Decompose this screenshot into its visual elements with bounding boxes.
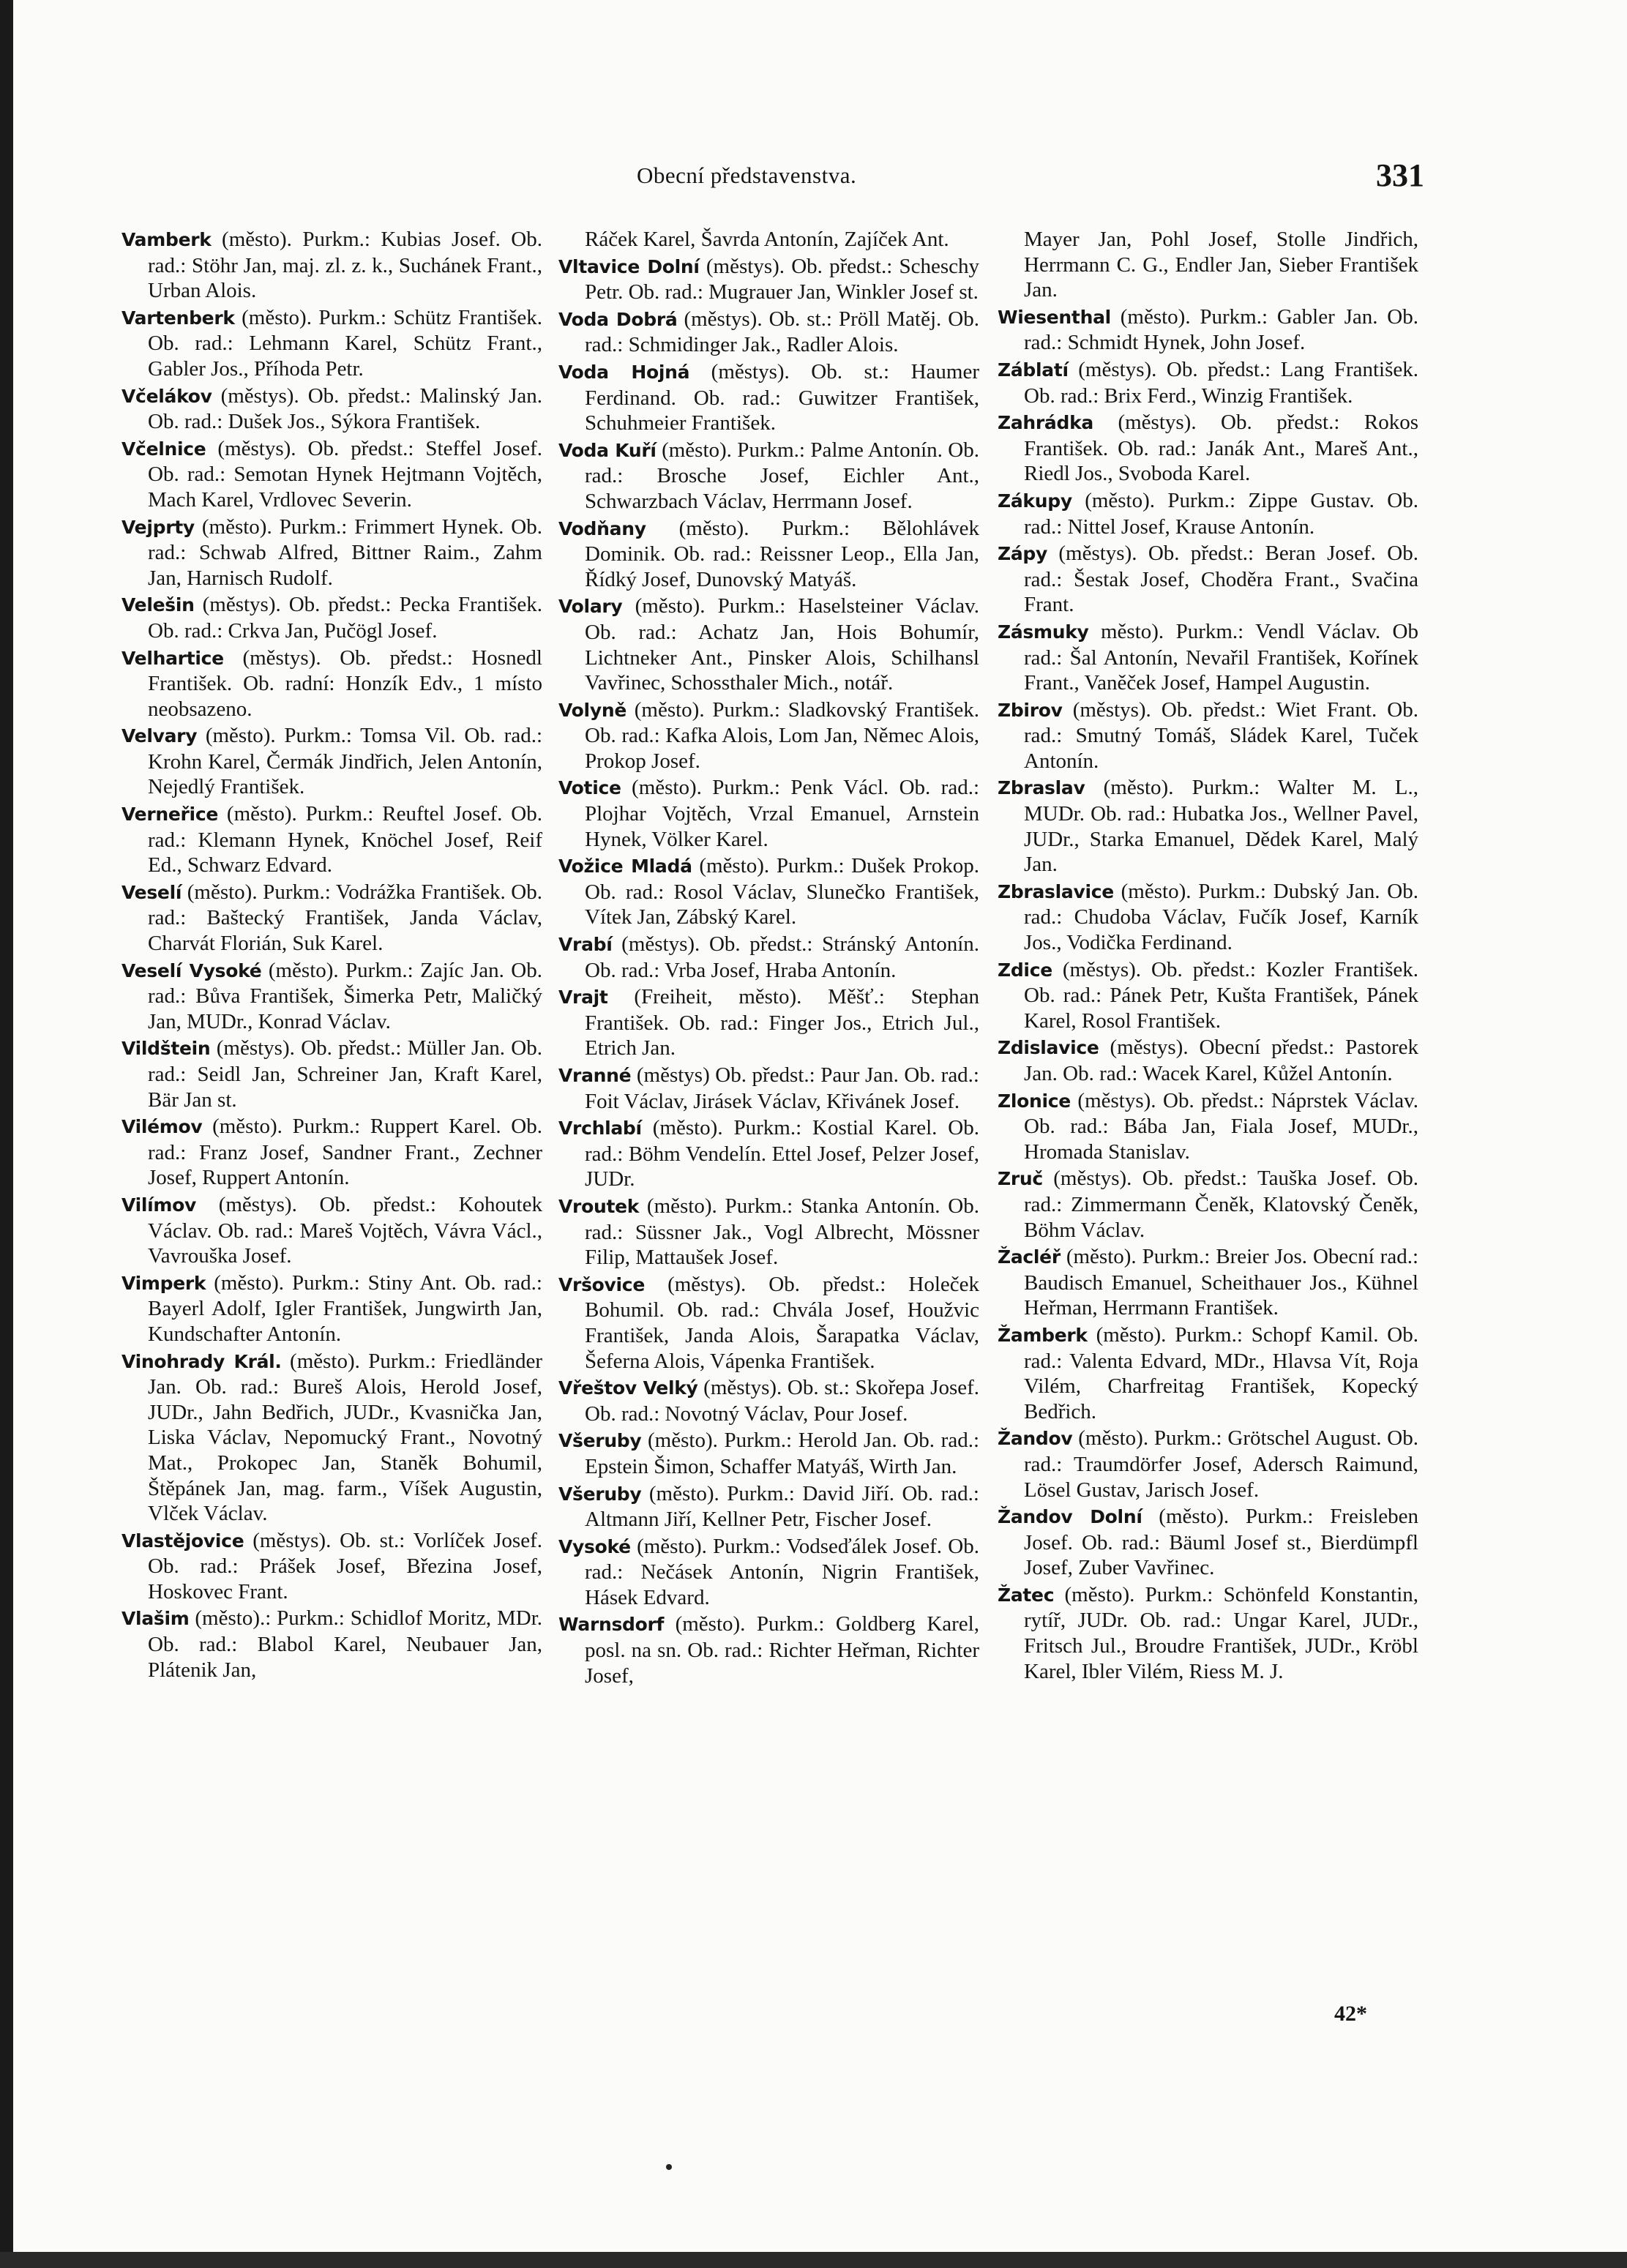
entry-text: (město). Purkm.: Friedländer Jan. Ob. rad.: Bureš Alois, Herold Josef, JUDr., Jahn Bedřich, JUDr., Kvasnička Jan, Liska Václav, Nepomucký Frant., Novotný Mat., Prokopec Jan, Staněk Bohumil, Štěpánek Jan, mag. farm., Víšek Augustin, Vlček Václav. — [148, 1349, 542, 1526]
directory-entry — [558, 1194, 979, 1270]
entry-text: (město). Purkm.: Sladkovský František. Ob. rad.: Kafka Alois, Lom Jan, Němec Alois, Prokop Josef. — [585, 697, 979, 773]
entry-text: (město). Purkm.: Tomsa Vil. Ob. rad.: Krohn Karel, Čermák Jindřich, Jelen Antonín, Nejedlý František. — [148, 724, 542, 799]
municipality-name: Volary — [558, 596, 623, 618]
municipality-name: Voda Kuří — [558, 439, 657, 461]
municipality-name: Žandov Dolní — [998, 1506, 1142, 1528]
municipality-name: Žandov — [998, 1428, 1073, 1450]
municipality-name: Veselí — [121, 881, 182, 903]
directory-entry — [121, 227, 542, 304]
entry-text: (město). Purkm.: Frimmert Hynek. Ob. rad.: Schwab Alfred, Bittner Raim., Zahm Jan, Harnisch Rudolf. — [148, 514, 542, 590]
directory-entry — [998, 957, 1418, 1034]
entry-text: (město). Purkm.: Reuftel Josef. Ob. rad.: Klemann Hynek, Knöchel Josef, Reif Ed., Schwarz Edvard. — [148, 802, 542, 877]
municipality-name: Vršovice — [558, 1273, 645, 1295]
entry-text: (město). Purkm.: David Jiří. Ob. rad.: Altmann Jiří, Kellner Petr, Fischer Josef. — [585, 1481, 979, 1532]
directory-entry — [558, 1063, 979, 1114]
municipality-name: Vranné — [558, 1065, 632, 1086]
entry-text: (městys). Ob. předst.: Holeček Bohumil. Ob. rad.: Chvála Josef, Houžvic František, Janda Alois, Šarapatka Václav, Šeferna Alois, Vápenka František. — [585, 1272, 979, 1373]
entry-text: (Freiheit, město). Měšť.: Stephan František. Ob. rad.: Finger Jos., Etrich Jul., Etrich Jan. — [585, 985, 979, 1060]
municipality-name: Žacléř — [998, 1246, 1061, 1268]
directory-entry — [558, 1612, 979, 1688]
municipality-name: Žamberk — [998, 1324, 1088, 1346]
entry-text: (město). Purkm.: Gabler Jan. Ob. rad.: Schmidt Hynek, John Josef. — [1024, 304, 1418, 355]
municipality-name: Vrajt — [558, 987, 608, 1008]
directory-column-1 — [121, 227, 542, 1684]
municipality-name: Zásmuky — [998, 621, 1089, 643]
municipality-name: Vamberk — [121, 229, 212, 250]
directory-entry — [558, 984, 979, 1061]
directory-entry — [558, 1115, 979, 1192]
municipality-name: Zákupy — [998, 490, 1072, 512]
entry-text: (městys). Ob. předst.: Malinský Jan. Ob. rad.: Dušek Jos., Sýkora František. — [148, 383, 542, 434]
directory-entry — [558, 594, 979, 695]
directory-entry — [998, 1035, 1418, 1086]
municipality-name: Vilémov — [121, 1116, 203, 1138]
entry-text: (městys). Ob. předst.: Tauška Josef. Ob. rad.: Zimmermann Čeněk, Klatovský Čeněk, Böhm Václav. — [1024, 1167, 1418, 1242]
directory-entry — [558, 1428, 979, 1479]
entry-text: (město). Purkm.: Vodrážka František. Ob. rad.: Baštecký František, Janda Václav, Charvát Florián, Suk Karel. — [148, 880, 542, 956]
directory-entry — [121, 801, 542, 878]
entry-text: (městys). Obecní předst.: Pastorek Jan. Ob. rad.: Wacek Karel, Kůžel Antonín. — [1024, 1036, 1418, 1085]
directory-entry — [558, 254, 979, 305]
entry-text: (město).: Purkm.: Schidlof Moritz, MDr. Ob. rad.: Blabol Karel, Neubauer Jan, Plátenik Jan, — [148, 1606, 542, 1682]
municipality-name: Zahrádka — [998, 412, 1093, 434]
entry-text: (město). Purkm.: Schönfeld Konstantin, rytíř, JUDr. Ob. rad.: Ungar Karel, JUDr., Fritsch Jul., Broudre František, JUDr., Kröbl Karel, Ibler Vilém, Riess M. J. — [1024, 1582, 1418, 1683]
entry-text: (městys). Ob. st.: Pröll Matěj. Ob. rad.: Schmidinger Jak., Radler Alois. — [585, 307, 979, 357]
municipality-name: Vysoké — [558, 1535, 631, 1557]
printer-signature-mark: 42* — [1334, 2002, 1367, 2026]
directory-entry — [121, 305, 542, 382]
entry-text: (město). Purkm.: Freisleben Josef. Ob. rad.: Bäuml Josef st., Bierdümpfl Josef, Zuber Vavřinec. — [1024, 1505, 1418, 1580]
municipality-name: Vřeštov Velký — [558, 1377, 698, 1399]
municipality-name: Žatec — [998, 1584, 1055, 1606]
entry-text: (město). Purkm.: Walter M. L., MUDr. Ob. rad.: Hubatka Jos., Wellner Pavel, JUDr., Starka Emanuel, Dědek Karel, Malý Jan. — [1024, 776, 1418, 877]
directory-entry — [121, 514, 542, 591]
directory-entry — [998, 541, 1418, 618]
directory-entry — [998, 304, 1418, 356]
municipality-name: Vožice Mladá — [558, 856, 692, 877]
entry-text: (městys). Ob. st.: Vorlíček Josef. Ob. rad.: Prášek Josef, Březina Josef, Hoskovec Frant. — [148, 1528, 542, 1603]
directory-entry — [121, 723, 542, 800]
entry-text: (město). Purkm.: Goldberg Karel, posl. na sn. Ob. rad.: Richter Heřman, Richter Josef, — [585, 1612, 979, 1688]
entry-text: město). Purkm.: Vendl Václav. Ob rad.: Šal Antonín, Nevařil František, Kořínek Frant., Vaněček Josef, Hampel Augustin. — [1024, 619, 1418, 695]
entry-text: (město). Purkm.: Breier Jos. Obecní rad.: Baudisch Emanuel, Scheithauer Jos., Kühnel Heřman, Herrmann František. — [1024, 1245, 1418, 1320]
directory-entry — [121, 880, 542, 957]
entry-text: (město). Purkm.: Dubský Jan. Ob. rad.: Chudoba Václav, Fučík Josef, Karník Jos., Vodička Ferdinand. — [1024, 879, 1418, 955]
directory-entry — [558, 516, 979, 593]
entry-text: (městys). Ob. předst.: Steffel Josef. Ob. rad.: Semotan Hynek Hejtmann Vojtěch, Mach Karel, Vrdlovec Severin. — [148, 436, 542, 512]
municipality-name: Veselí Vysoké — [121, 959, 262, 981]
municipality-name: Zlonice — [998, 1090, 1071, 1112]
directory-entry — [998, 1088, 1418, 1165]
municipality-name: Vroutek — [558, 1195, 640, 1217]
scan-edge-left — [0, 0, 13, 2268]
entry-text: (městys). Ob. předst.: Beran Josef. Ob. rad.: Šestak Josef, Choděra Frant., Svačina Frant. — [1024, 542, 1418, 617]
directory-entry — [998, 697, 1418, 774]
municipality-name: Vltavice Dolní — [558, 255, 700, 277]
entry-text: Ráček Karel, Šavrda Antonín, Zajíček Ant. — [585, 228, 949, 251]
municipality-name: Velhartice — [121, 647, 224, 669]
municipality-name: Zruč — [998, 1168, 1043, 1190]
municipality-name: Vrchlabí — [558, 1118, 642, 1139]
directory-entry — [558, 227, 979, 252]
entry-text: (městys). Ob. předst.: Hosnedl František. Ob. radní: Honzík Edv., 1 místo neobsazeno. — [148, 645, 542, 721]
municipality-name: Záblatí — [998, 359, 1069, 381]
entry-text: (město). Purkm.: Bělohlávek Dominik. Ob. rad.: Reissner Leop., Ella Jan, Řídký Josef, Dunovský Matyáš. — [585, 516, 979, 591]
entry-text: (městys). Ob. předst.: Wiet Frant. Ob. rad.: Smutný Tomáš, Sládek Karel, Tuček Antonín. — [1024, 697, 1418, 773]
directory-entry — [121, 645, 542, 722]
municipality-name: Vrabí — [558, 934, 613, 956]
entry-text: (město). Purkm.: Palme Antonín. Ob. rad.: Brosche Josef, Eichler Ant., Schwarzbach Václav, Herrmann Josef. — [585, 438, 980, 513]
directory-entry — [998, 1582, 1418, 1684]
directory-entry — [998, 488, 1418, 539]
municipality-name: Zbirov — [998, 699, 1063, 721]
directory-entry — [558, 1534, 979, 1611]
directory-entry — [998, 1426, 1418, 1502]
entry-text: (město). Purkm.: Zajíc Jan. Ob. rad.: Bůva František, Šimerka Petr, Maličký Jan, MUDr., Konrad Václav. — [148, 958, 542, 1033]
entry-text: (město). Purkm.: Vodseďálek Josef. Ob. rad.: Nečásek Antonín, Nigrin František, Hásek Edvard. — [585, 1534, 979, 1609]
scan-edge-bottom — [0, 2252, 1627, 2268]
municipality-name: Wiesenthal — [998, 306, 1111, 328]
directory-entry — [121, 1528, 542, 1605]
municipality-name: Vilímov — [121, 1194, 197, 1216]
entry-text: (městys). Ob. předst.: Rokos František. Ob. rad.: Janák Ant., Mareš Ant., Riedl Jos., Svoboda Karel. — [1024, 411, 1418, 486]
directory-entry — [998, 879, 1418, 956]
directory-entry — [998, 1504, 1418, 1581]
entry-text: (městys). Ob. předst.: Lang František. Ob. rad.: Brix Ferd., Winzig František. — [1024, 357, 1418, 408]
running-title: Obecní představenstva. — [637, 162, 857, 188]
municipality-name: Všeruby — [558, 1430, 642, 1452]
municipality-name: Zdislavice — [998, 1037, 1099, 1059]
entry-text: (městys). Ob. st.: Haumer Ferdinand. Ob. rad.: Guwitzer František, Schuhmeier František. — [585, 359, 979, 435]
page-number: 331 — [1376, 157, 1424, 193]
entry-text: (městys). Ob. předst.: Müller Jan. Ob. rad.: Seidl Jan, Schreiner Jan, Kraft Karel, Bär Jan st. — [148, 1036, 542, 1112]
municipality-name: Zdice — [998, 959, 1052, 981]
municipality-name: Zbraslav — [998, 777, 1085, 799]
entry-text: (město). Purkm.: Dušek Prokop. Ob. rad.: Rosol Václav, Slunečko František, Vítek Jan, Zábský Karel. — [585, 854, 979, 929]
entry-text: (městys). Ob. předst.: Kozler František. Ob. rad.: Pánek Petr, Kušta František, Pánek Karel, Rosol František. — [1024, 957, 1418, 1033]
entry-text: (město). Purkm.: Stiny Ant. Ob. rad.: Bayerl Adolf, Igler František, Jungwirth Jan, Kundschafter Antonín. — [148, 1270, 542, 1346]
directory-entry — [998, 410, 1418, 487]
entry-text: (město). Purkm.: Grötschel August. Ob. rad.: Traumdörfer Josef, Adersch Raimund, Lösel Gustav, Jarisch Josef. — [1024, 1426, 1418, 1502]
directory-entry — [121, 1036, 542, 1112]
municipality-name: Vildštein — [121, 1038, 211, 1060]
municipality-name: Včelákov — [121, 385, 212, 407]
municipality-name: Vartenberk — [121, 307, 235, 329]
municipality-name: Voda Hojná — [558, 361, 690, 383]
directory-entry — [121, 1349, 542, 1527]
directory-entry — [998, 775, 1418, 877]
municipality-name: Včelnice — [121, 438, 206, 460]
directory-entry — [998, 619, 1418, 696]
directory-entry — [558, 438, 979, 514]
entry-text: (městys). Ob. předst.: Náprstek Václav. Ob. rad.: Bába Jan, Fiala Josef, MUDr., Hromada Stanislav. — [1024, 1088, 1418, 1164]
entry-text: (město). Purkm.: Schütz František. Ob. rad.: Lehmann Karel, Schütz Frant., Gabler Jos., Příhoda Petr. — [148, 305, 542, 381]
directory-entry — [998, 227, 1418, 303]
directory-entry — [121, 1606, 542, 1683]
directory-entry — [558, 1272, 979, 1374]
entry-text: (město). Purkm.: Herold Jan. Ob. rad.: Epstein Šimon, Schaffer Matyáš, Wirth Jan. — [585, 1429, 979, 1478]
municipality-name: Volyně — [558, 699, 627, 721]
directory-entry — [121, 436, 542, 513]
entry-text: (město). Purkm.: Schopf Kamil. Ob. rad.: Valenta Edvard, MDr., Hlavsa Vít, Roja Vilém, Charfreitag František, Kopecký Bedřich. — [1024, 1322, 1418, 1423]
entry-text: (město). Purkm.: Kubias Josef. Ob. rad.: Stöhr Jan, maj. zl. z. k., Suchánek Frant., Urban Alois. — [148, 228, 542, 303]
ink-speck — [666, 2164, 672, 2170]
directory-entry — [121, 383, 542, 435]
directory-entry — [998, 1322, 1418, 1424]
municipality-name: Vinohrady Král. — [121, 1350, 282, 1372]
entry-text: (městys). Ob. předst.: Kohoutek Václav. Ob. rad.: Mareš Vojtěch, Vávra Václ., Vavrouška Josef. — [148, 1192, 542, 1268]
entry-text: (městys). Ob. st.: Skořepa Josef. Ob. rad.: Novotný Václav, Pour Josef. — [585, 1376, 980, 1426]
entry-text: (městys) Ob. předst.: Paur Jan. Ob. rad.: Foit Václav, Jirásek Václav, Křivánek Josef. — [585, 1063, 979, 1113]
municipality-name: Zbraslavice — [998, 880, 1114, 902]
municipality-name: Zápy — [998, 543, 1047, 565]
directory-entry — [998, 357, 1418, 408]
directory-entry — [558, 853, 979, 930]
municipality-name: Vimperk — [121, 1272, 206, 1294]
entry-text: (městys). Ob. předst.: Scheschy Petr. Ob. rad.: Mugrauer Jan, Winkler Josef st. — [585, 254, 980, 304]
directory-entry — [558, 775, 979, 852]
municipality-name: Verneřice — [121, 804, 218, 826]
municipality-name: Velvary — [121, 725, 198, 747]
directory-entry — [121, 1192, 542, 1269]
entry-text: (městys). Ob. předst.: Stránský Antonín. Ob. rad.: Vrba Josef, Hraba Antonín. — [585, 932, 979, 982]
directory-entry — [558, 359, 979, 436]
directory-entry — [558, 697, 979, 774]
entry-text: (městys). Ob. předst.: Pecka František. Ob. rad.: Crkva Jan, Pučögl Josef. — [148, 593, 542, 643]
entry-text: (město). Purkm.: Penk Václ. Ob. rad.: Plojhar Vojtěch, Vrzal Emanuel, Arnstein Hynek, Völker Karel. — [585, 776, 979, 851]
directory-column-3 — [998, 227, 1418, 1685]
municipality-name: Všeruby — [558, 1483, 642, 1505]
directory-entry — [558, 1481, 979, 1532]
page-header — [0, 157, 1627, 199]
municipality-name: Voda Dobrá — [558, 308, 678, 330]
municipality-name: Vlastějovice — [121, 1530, 244, 1552]
directory-entry — [121, 1270, 542, 1347]
entry-text: (město). Purkm.: Stanka Antonín. Ob. rad.: Süssner Jak., Vogl Albrecht, Mössner Filip, Mattaušek Josef. — [585, 1194, 979, 1270]
municipality-name: Velešin — [121, 594, 195, 616]
entry-text: (město). Purkm.: Zippe Gustav. Ob. rad.: Nittel Josef, Krause Antonín. — [1024, 488, 1418, 539]
municipality-name: Votice — [558, 777, 621, 799]
municipality-name: Vejprty — [121, 516, 195, 538]
directory-entry — [998, 1244, 1418, 1321]
municipality-name: Vlašim — [121, 1608, 190, 1630]
entry-text: (město). Purkm.: Haselsteiner Václav. Ob. rad.: Achatz Jan, Hois Bohumír, Lichtneker Ant., Pinsker Alois, Schilhansl Vavřinec, Schossthaler Mich., notář. — [585, 594, 979, 695]
directory-entry — [558, 1375, 979, 1426]
directory-column-2 — [558, 227, 979, 1690]
directory-entry — [558, 932, 979, 983]
directory-entry — [558, 307, 979, 358]
entry-text: Mayer Jan, Pohl Josef, Stolle Jindřich, Herrmann C. G., Endler Jan, Sieber František Jan. — [1024, 228, 1418, 302]
municipality-name: Vodňany — [558, 517, 646, 539]
directory-entry — [121, 1114, 542, 1191]
entry-text: (město). Purkm.: Ruppert Karel. Ob. rad.: Franz Josef, Sandner Frant., Zechner Josef, Ruppert Antonín. — [148, 1115, 542, 1190]
directory-entry — [121, 958, 542, 1035]
directory-entry — [121, 592, 542, 643]
entry-text: (město). Purkm.: Kostial Karel. Ob. rad.: Böhm Vendelín. Ettel Josef, Pelzer Josef, JUDr. — [585, 1116, 979, 1191]
directory-entry — [998, 1166, 1418, 1243]
municipality-name: Warnsdorf — [558, 1614, 665, 1636]
